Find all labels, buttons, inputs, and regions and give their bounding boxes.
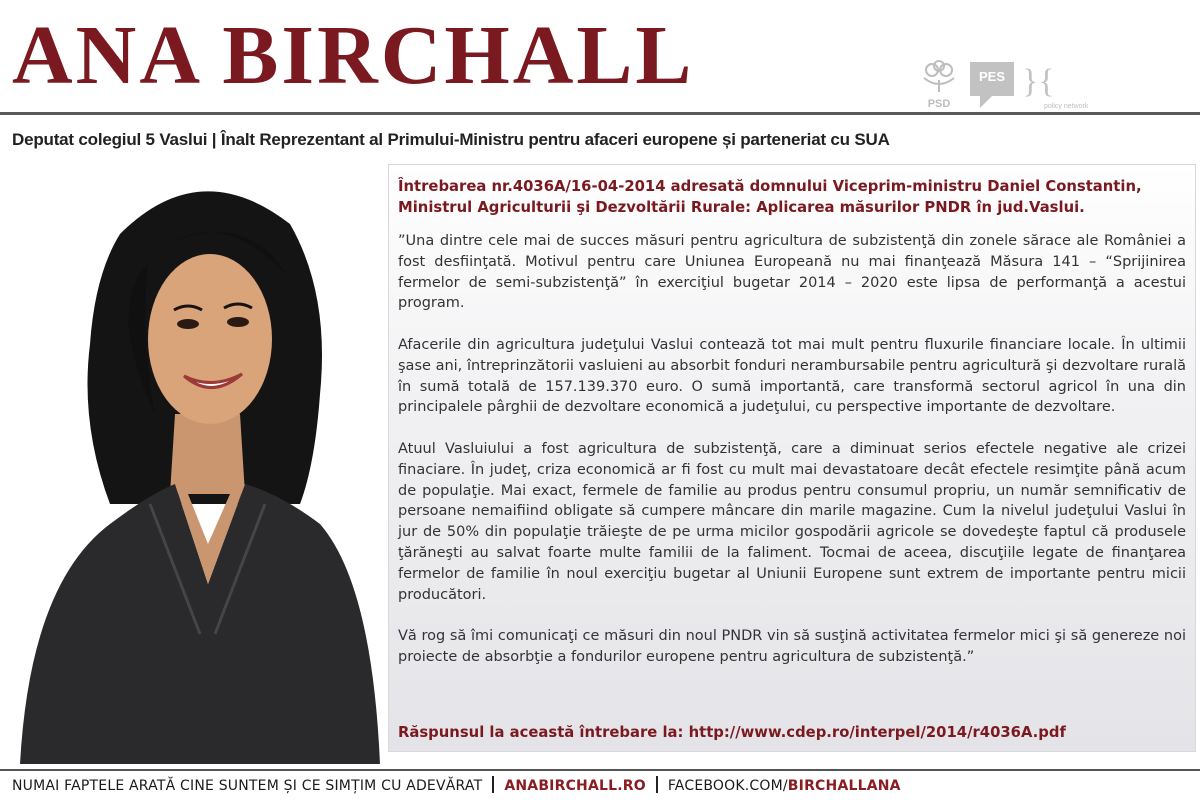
facebook-handle: BIRCHALLANA <box>787 778 901 794</box>
page-subtitle: Deputat colegiul 5 Vaslui | Înalt Reprezentant al Primului-Ministru pentru afaceri europene și parteneriat cu SUA <box>12 130 890 149</box>
psd-rose-logo <box>914 58 964 110</box>
policy-network-mark: }{ <box>1022 63 1055 100</box>
portrait-photo <box>0 164 392 764</box>
website-link[interactable]: ANABIRCHALL.RO <box>504 778 646 794</box>
footer-separator <box>656 776 658 793</box>
body-paragraph: Atuul Vasluiului a fost agricultura de subzistenţă, care a diminuat serios efectele negative ale crizei finaciare. În judeţ, criza economică ar fi fost cu mult mai devastatoare decât efectele resimţite până acum de populaţie. Mai exact, fermele de familie au produs pentru consumul propriu, un număr semnificativ de persoane nemaifiind obligate să cumpere mâncare din marile magazine. Cum la nivelul judeţului Vaslui în jur de 50% din populaţie trăieşte de pe urma micilor gospodării agricole se dovedeşte faptul că produsele ţărăneşti au salvat foarte multe familii de la faliment. Tocmai de aceea, discuţiile legate de finanţarea fermelor de familie în noul exerciţiu bugetar al Uniunii Europene sunt extrem de importante pentru micii producători. <box>398 440 1186 603</box>
psd-label: PSD <box>927 98 951 110</box>
body-paragraph: Afacerile din agricultura judeţului Vaslui contează tot mai mult pentru fluxurile financiare locale. În ultimii şase ani, întreprinzătorii vasluieni au absorbit fonduri nerambursabile pentru agricultură şi dezvoltare rurală în sumă totală de 157.139.370 euro. O sumă importantă, care transformă sectorul agricol în una din principalele pârghii de dezvoltare economică a judeţului, cu perspective importante de dezvoltare. <box>398 336 1186 416</box>
facebook-prefix: FACEBOOK.COM/ <box>667 778 788 794</box>
footer-separator <box>492 776 494 793</box>
facebook-link[interactable] <box>668 778 901 794</box>
footer-motto: NUMAI FAPTELE ARATĂ CINE SUNTEM ȘI CE SIMȚIM CU ADEVĂRAT <box>12 778 483 794</box>
body-paragraph: ”Una dintre cele mai de succes măsuri pentru agricultura de subzistenţă din zonele sărace ale României a fost desfiinţată. Motivul pentru care Uniunea Europeană nu mai finanţează Măsura 141 – “Sprijinirea fermelor de semi-subzistenţă” în exerciţiul bugetar 2014 – 2020 este lipsa de performanţă a acestui program. <box>398 233 1186 312</box>
party-logos <box>914 58 1194 110</box>
policy-network-label: policy network <box>1044 103 1089 110</box>
question-title: Întrebarea nr.4036A/16-04-2014 adresată domnului Viceprim-ministru Daniel Constantin, Ministrul Agriculturii şi Dezvoltării Rurale: Aplicarea măsurilor PNDR în jud.Vaslui. <box>398 178 1142 216</box>
question-body <box>398 231 1186 668</box>
pes-logo <box>970 62 1014 108</box>
body-paragraph: Vă rog să îmi comunicaţi ce măsuri din noul PNDR vin să susţină activitatea fermelor mici şi să genereze noi proiecte de absorbţie a fondurilor europene pentru agricultura de subzistenţă.” <box>398 628 1186 665</box>
footer-divider <box>0 769 1200 771</box>
footer <box>12 775 1192 797</box>
pes-label: PES <box>978 69 1006 84</box>
policy-network-logo <box>1022 58 1089 110</box>
page-title: ANA BIRCHALL <box>12 9 695 102</box>
answer-link[interactable]: Răspunsul la această întrebare la: http://www.cdep.ro/interpel/2014/r4036A.pdf <box>398 724 1066 741</box>
header-divider <box>0 112 1200 115</box>
